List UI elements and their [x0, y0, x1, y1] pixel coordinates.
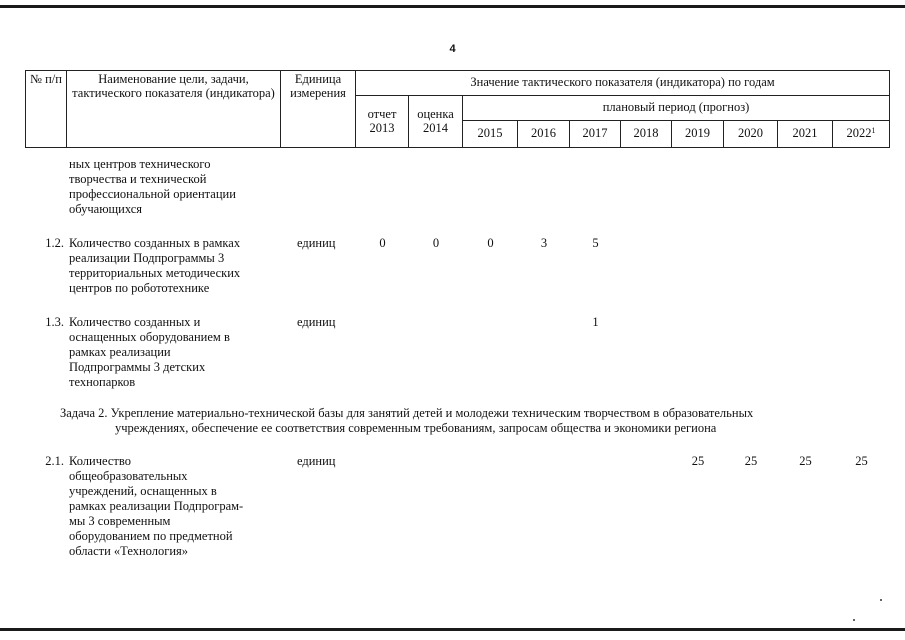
bottom-rule — [0, 628, 905, 631]
row-number: 1.3. — [45, 315, 64, 329]
header-report: отчет 2013 — [356, 96, 409, 148]
row-value: 0 — [379, 236, 386, 250]
row-unit: единиц — [297, 236, 336, 250]
header-year: 2021 — [778, 121, 833, 148]
row-value: 25 — [799, 454, 812, 468]
top-rule — [0, 5, 905, 8]
row-name: Количество общеобразовательных учреждений, оснащенных в рамках реализации Подпрограм- мы 3 современным оборудованием по предметной области «Технология» — [69, 454, 244, 558]
footnote-mark: 1 — [871, 126, 876, 136]
row-value: 25 — [855, 454, 868, 468]
row-value: 0 — [487, 236, 494, 250]
header-year: 2018 — [621, 121, 672, 148]
row-value: 25 — [691, 454, 705, 468]
header-year: 2020 — [724, 121, 778, 148]
header-values-title: Значение тактического показателя (индикатора) по годам — [356, 71, 890, 96]
header-year: 2019 — [672, 121, 724, 148]
row-unit: единиц — [297, 315, 336, 329]
header-year: 2015 — [463, 121, 518, 148]
task-2-heading: Задача 2. Укрепление материально-технической базы для занятий детей и молодежи техническим творчеством в образовательных учреждениях, обеспечение ее соответствия современным требованиям, запросам общества и экономики региона — [60, 406, 754, 435]
row-value: 5 — [592, 236, 599, 250]
row-number: 1.2. — [45, 236, 64, 250]
row-value: 0 — [432, 236, 440, 250]
scan-speck — [880, 599, 882, 601]
header-estimate: оценка 2014 — [409, 96, 463, 148]
scan-speck — [853, 619, 855, 621]
header-unit: Единица измерения — [281, 71, 356, 148]
row-name: Количество созданных и оснащенных оборудованием в рамках реализации Подпрограммы 3 детских технопарков — [69, 315, 230, 389]
header-plan-period: плановый период (прогноз) — [463, 96, 890, 121]
header-year-2022: 2022$^1$ — [833, 121, 890, 148]
row-number: 2.1. — [45, 454, 64, 468]
header-num: № п/п — [26, 71, 67, 148]
row-name: ных центров технического творчества и технической профессиональной ориентации обучающихся — [69, 157, 236, 216]
row-value: 25 — [744, 454, 758, 468]
header-year: 2017 — [570, 121, 621, 148]
page-number: 4 — [449, 43, 456, 55]
row-value: 3 — [540, 236, 548, 250]
header-name: Наименование цели, задачи, тактического показателя (индикатора) — [67, 71, 281, 148]
row-name: Количество созданных в рамках реализации Подпрограммы 3 территориальных методических центров по робототехнике — [69, 236, 241, 295]
table-header — [25, 70, 890, 148]
row-value: 1 — [592, 315, 599, 329]
row-unit: единиц — [297, 454, 336, 468]
header-year: 2016 — [518, 121, 570, 148]
